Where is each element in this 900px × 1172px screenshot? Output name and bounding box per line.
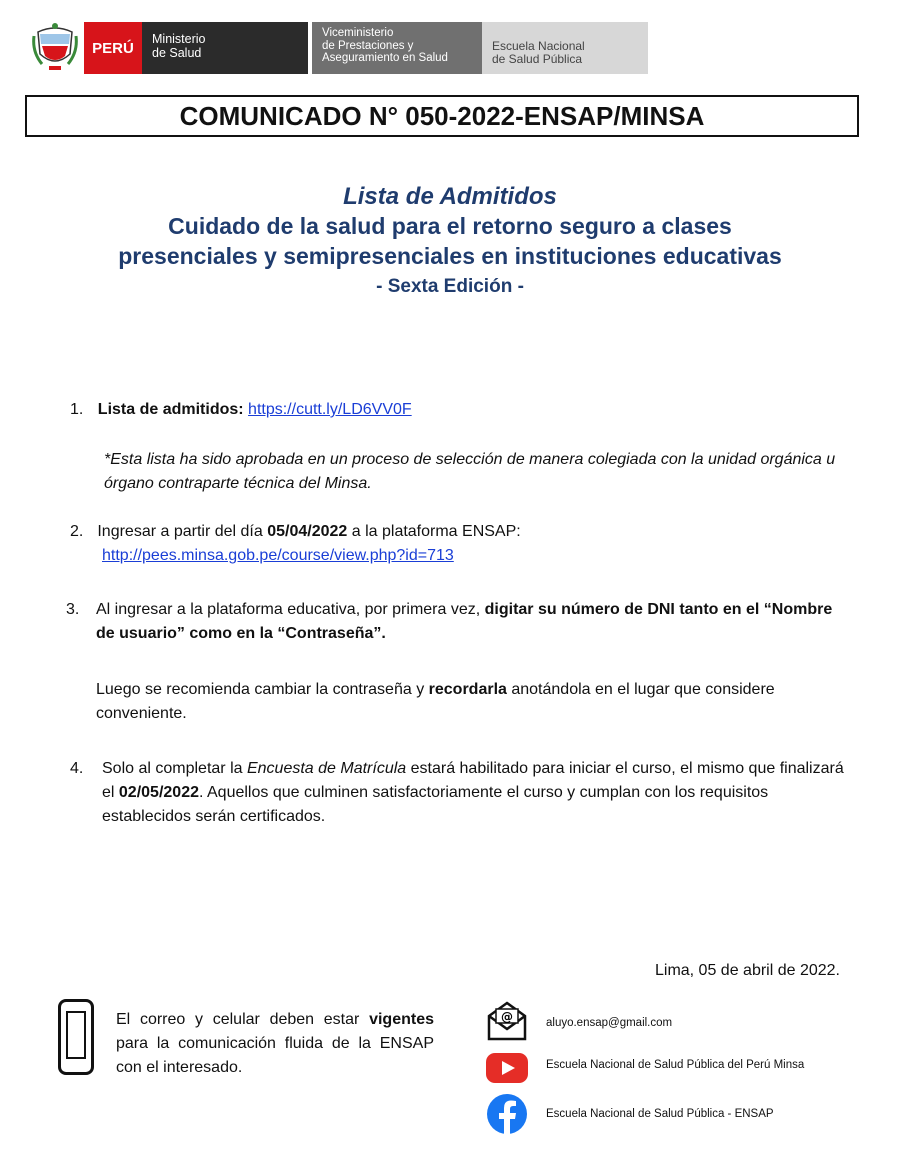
title-edition: - Sexta Edición -: [376, 276, 524, 297]
ministerio-label: Ministerio de Salud: [142, 22, 308, 74]
peru-coat-of-arms-icon: [32, 22, 78, 72]
youtube-icon[interactable]: [486, 1049, 528, 1087]
title-main: Cuidado de la salud para el retorno seguro a clases presenciales y semipresenciales en instituciones educativas: [118, 213, 782, 269]
contact-youtube: Escuela Nacional de Salud Pública del Perú Minsa: [546, 1059, 805, 1071]
email-icon: [486, 1000, 528, 1042]
viceministerio-label: Viceministerio de Prestaciones y Aseguramiento en Salud: [312, 22, 482, 74]
item-1-note: *Esta lista ha sido aprobada en un proceso de selección de manera colegiada con la unidad orgánica u órgano contraparte técnica del Minsa.: [104, 451, 836, 492]
item-3-note: Luego se recomienda cambiar la contraseña y recordarla anotándola en el lugar que considere conveniente.: [96, 681, 775, 722]
item-2: 2. Ingresar a partir del día 05/04/2022 a la plataforma ENSAP: http://pees.minsa.gob.pe/course/view.php?id=713: [70, 523, 521, 564]
facebook-icon[interactable]: [486, 1093, 528, 1135]
item-1: 1. Lista de admitidos: https://cutt.ly/LD6VV0F: [70, 401, 412, 418]
escuela-label: Escuela Nacional de Salud Pública: [482, 22, 648, 74]
peru-label: PERÚ: [84, 22, 142, 74]
phone-note: El correo y celular deben estar vigentes para la comunicación fluida de la ENSAP con el interesado.: [116, 1011, 434, 1076]
item-4: 4. Solo al completar la Encuesta de Matrícula estará habilitado para iniciar el curso, el mismo que finalizará el 02/05/2022. Aquellos que culminen satisfactoriamente el curso y cumplan con los requisitos establecidos serán certificados.: [70, 760, 844, 825]
title-line-1: Lista de Admitidos: [343, 183, 557, 210]
contact-facebook: Escuela Nacional de Salud Pública - ENSAP: [546, 1108, 774, 1120]
comunicado-title: COMUNICADO N° 050-2022-ENSAP/MINSA: [25, 95, 859, 137]
admitidos-link[interactable]: https://cutt.ly/LD6VV0F: [248, 401, 412, 418]
phone-icon: [58, 999, 94, 1075]
svg-text:@: @: [501, 1010, 513, 1024]
item-3: 3. Al ingresar a la plataforma educativa, por primera vez, digitar su número de DNI tanto en el “Nombre de usuario” como en la “Contraseña”.: [66, 601, 833, 642]
date-place: Lima, 05 de abril de 2022.: [654, 962, 840, 979]
platform-link[interactable]: http://pees.minsa.gob.pe/course/view.php?id=713: [102, 547, 454, 564]
contact-email: aluyo.ensap@gmail.com: [546, 1017, 673, 1029]
